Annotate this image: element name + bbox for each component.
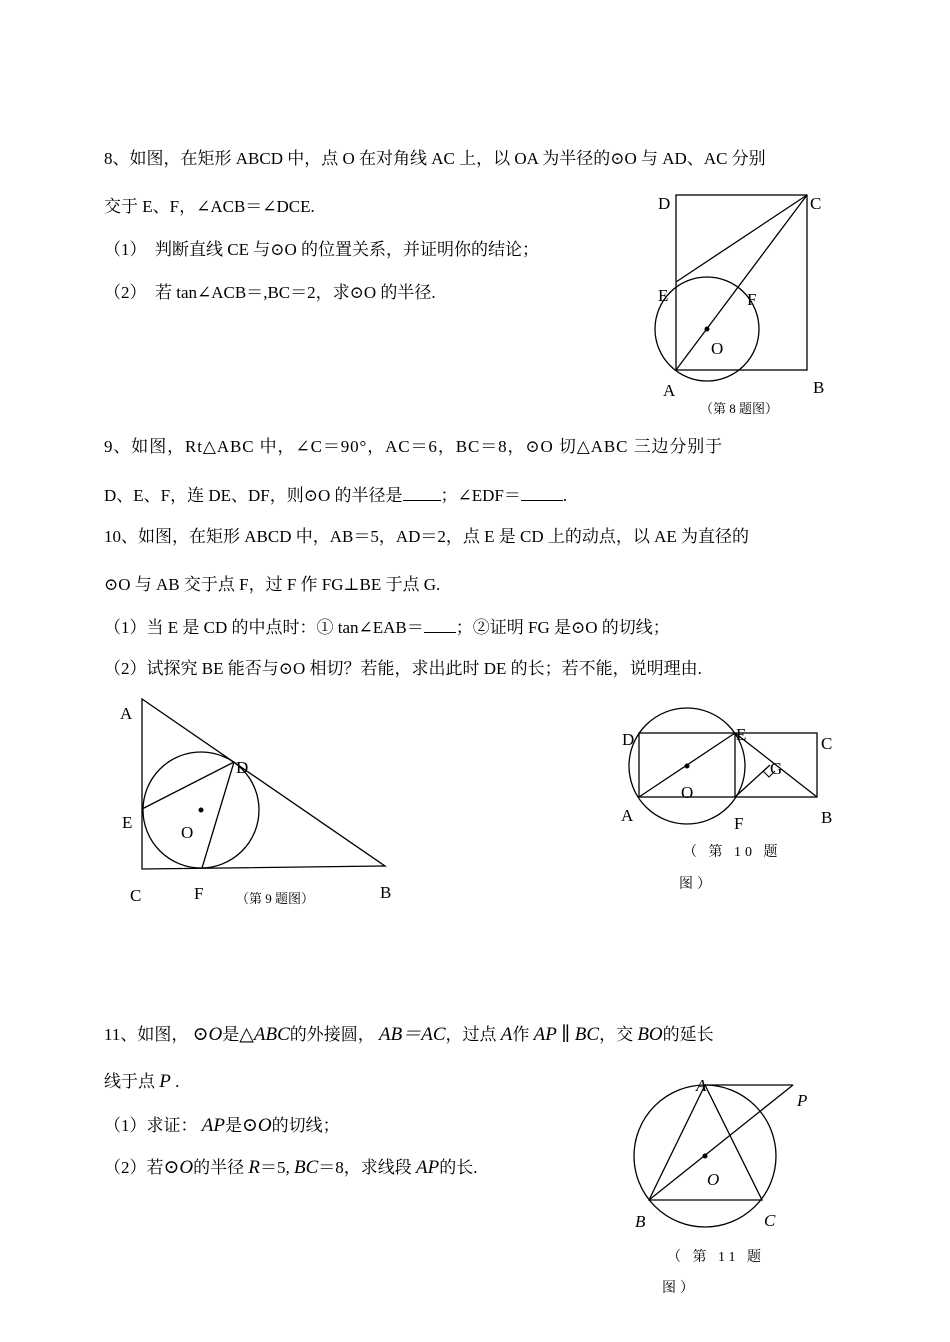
q11-triangle-abc xyxy=(649,1085,762,1200)
q11-part2-text-g: ＝8，求线段 xyxy=(318,1158,412,1177)
q11-part1-text-c: 是 xyxy=(224,1116,242,1135)
q11-label-p: P xyxy=(797,1091,808,1110)
q10-label-o: O xyxy=(681,783,694,802)
q11-part1-text-e: 的切线； xyxy=(271,1116,340,1135)
q11-caption-line1: （ 第 11 题 xyxy=(667,1250,765,1265)
q8-stem-line1: 8、如图，在矩形 ABCD 中，点 O 在对角线 AC 上，以 OA 为半径的⊙O 与 AD、AC 分别 xyxy=(104,149,766,168)
q10-caption-line2: 图） xyxy=(679,877,715,892)
q10-part1-text-b: ；②证明 FG 是⊙O 的切线； xyxy=(455,618,670,637)
q10-part2: （2）试探究 BE 能否与⊙O 相切？若能，求出此时 DE 的长；若不能，说明理由. xyxy=(104,659,702,678)
q9-label-b: B xyxy=(380,883,392,902)
q11-symbol-circle-o: ⊙O xyxy=(192,1024,223,1045)
q9-label-d: D xyxy=(236,758,249,777)
q10-label-d: D xyxy=(622,730,635,749)
q10-part1-text-a: （1）当 E 是 CD 的中点时：① tan∠EAB＝ xyxy=(104,618,424,637)
q11-center-dot xyxy=(703,1154,708,1159)
q11-label-b: B xyxy=(635,1212,646,1231)
q11-line2-text-a: 线于点 xyxy=(104,1072,155,1091)
q9-line2-text-b: ；∠EDF＝ xyxy=(440,486,521,505)
q9-label-a: A xyxy=(120,704,133,723)
q11-label-c: C xyxy=(764,1211,776,1230)
q8-stem-line2: 交于 E、F，∠ACB＝∠DCE. xyxy=(104,197,315,216)
q11-symbol-ap-parallel-bc: AP ∥ BC xyxy=(533,1024,600,1045)
q8-label-d: D xyxy=(658,194,671,213)
q8-part2: （2） 若 tan∠ACB＝,BC＝2，求⊙O 的半径. xyxy=(104,283,436,302)
q10-label-f: F xyxy=(734,814,744,833)
q10-label-a: A xyxy=(621,806,634,825)
q11-line1-text-a: 11、如图， xyxy=(104,1025,189,1044)
q11-part2-symbol-ap: AP xyxy=(416,1157,440,1178)
q11-part2-text-e: ＝5, xyxy=(260,1158,290,1177)
q11-symbol-bo: BO xyxy=(637,1024,663,1045)
q11-symbol-a: A xyxy=(500,1024,513,1045)
q11-part2-symbol-bc: BC xyxy=(294,1157,319,1178)
q8-part1: （1） 判断直线 CE 与⊙O 的位置关系，并证明你的结论； xyxy=(104,240,539,259)
q10-caption-line1: （ 第 10 题 xyxy=(683,845,782,860)
q10-stem-line2: ⊙O 与 AB 交于点 F，过 F 作 FG⊥BE 于点 G. xyxy=(104,575,441,594)
q11-part2-text-a: （2）若 xyxy=(104,1158,164,1177)
q11-line1-text-c: 是 xyxy=(222,1025,240,1044)
q11-part2-text-c: 的半径 xyxy=(193,1158,245,1177)
q10-label-e: E xyxy=(736,725,747,744)
q9-label-e: E xyxy=(122,813,133,832)
q11-label-o: O xyxy=(707,1170,720,1189)
q8-caption: （第 8 题图） xyxy=(700,401,779,416)
q11-part2-text-i: 的长. xyxy=(439,1158,478,1177)
q8-label-e: E xyxy=(658,286,669,305)
q8-label-a: A xyxy=(663,381,676,400)
q10-label-c: C xyxy=(821,734,833,753)
q11-line2-text-c: . xyxy=(175,1072,180,1091)
q11-line1-text-i: 作 xyxy=(512,1025,530,1044)
q10-label-g: G xyxy=(770,759,783,778)
q10-stem-line1: 10、如图，在矩形 ABCD 中，AB＝5，AD＝2，点 E 是 CD 上的动点，以 AE 为直径的 xyxy=(104,527,750,546)
q8-label-c: C xyxy=(810,194,822,213)
q9-line2-text-a: D、E、F，连 DE、DF，则⊙O 的半径是 xyxy=(104,486,403,505)
q9-label-o: O xyxy=(181,823,194,842)
q8-label-f: F xyxy=(747,290,757,309)
q11-part1-symbol-ap: AP xyxy=(201,1115,225,1136)
q11-symbol-triangle-abc: △ABC xyxy=(239,1024,290,1045)
q11-line1-text-g: ，过点 xyxy=(445,1025,497,1044)
q9-line2-text-c: . xyxy=(562,486,568,505)
q11-line1-text-k: ，交 xyxy=(599,1025,634,1044)
q11-symbol-p: P xyxy=(159,1071,171,1092)
q9-caption: （第 9 题图） xyxy=(236,891,315,906)
q11-part2-symbol-r: R xyxy=(248,1157,261,1178)
q9-stem-line1: 9、如图，Rt△ABC 中，∠C＝90°，AC＝6，BC＝8，⊙O 切△ABC 三边分别于 xyxy=(104,437,724,456)
q11-caption-line2: 图） xyxy=(662,1281,698,1296)
q10-label-b: B xyxy=(821,808,833,827)
q11-symbol-ab-eq-ac: AB＝AC xyxy=(379,1024,446,1045)
q11-label-a: A xyxy=(696,1076,707,1095)
q8-label-b: B xyxy=(813,378,825,397)
q9-label-c: C xyxy=(130,886,142,905)
q8-label-o: O xyxy=(711,339,724,358)
q11-part1-symbol-circle-o: ⊙O xyxy=(241,1115,272,1136)
q11-part1-text-a: （1）求证： xyxy=(104,1116,198,1135)
q11-line1-text-e: 的外接圆， xyxy=(289,1025,375,1044)
q11-line1-text-m: 的延长 xyxy=(662,1025,714,1044)
q11-part2-symbol-circle-o: ⊙O xyxy=(163,1157,194,1178)
q9-label-f: F xyxy=(194,884,204,903)
